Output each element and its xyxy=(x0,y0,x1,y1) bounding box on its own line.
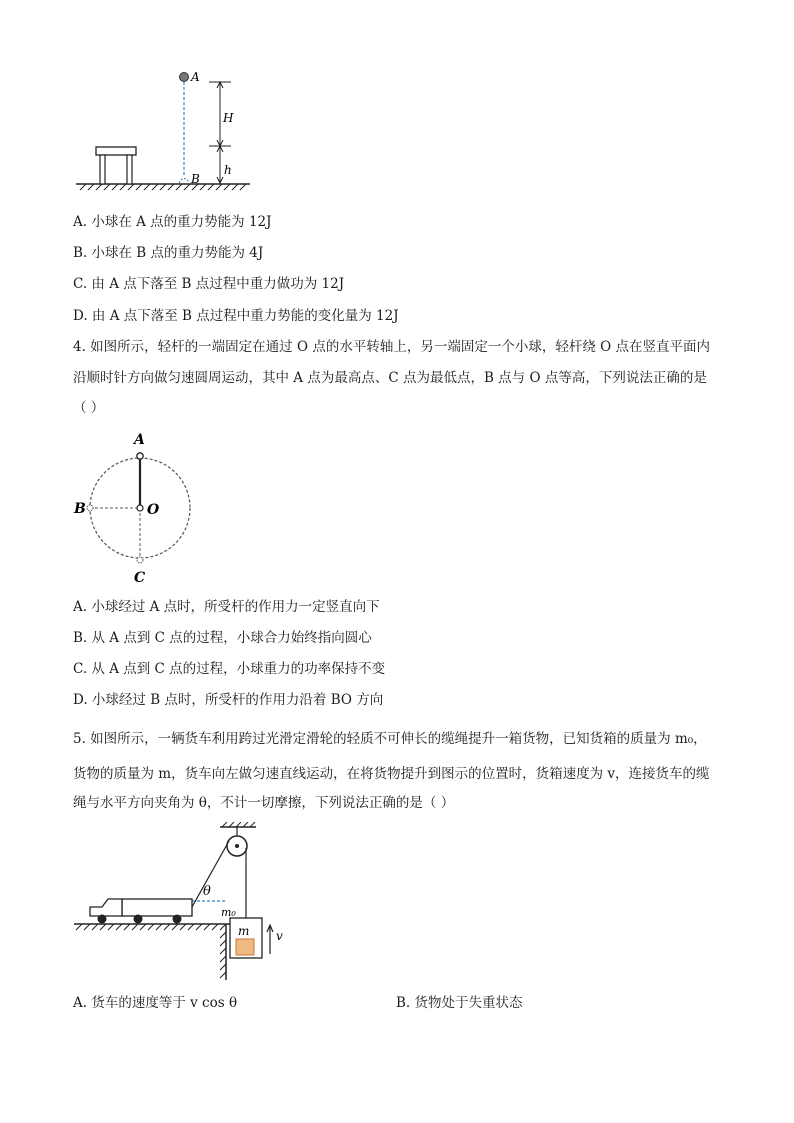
q4-stem-line2: 沿顺时针方向做匀速圆周运动，其中 A 点为最高点、C 点为最低点，B 点与 O 点等高，下列说法正确的是 xyxy=(73,370,707,386)
q5-stem-line2: 货物的质量为 m，货车向左做匀速直线运动，在将货物提升到图示的位置时，货箱速度为 v，连接货车的缆 xyxy=(73,766,710,782)
figure-circular-motion xyxy=(70,425,205,585)
q3-option-a: A. 小球在 A 点的重力势能为 12J xyxy=(73,214,272,230)
label-H: H xyxy=(223,111,234,125)
q3-option-d: D. 由 A 点下落至 B 点过程中重力势能的变化量为 12J xyxy=(73,308,399,324)
label-m: m xyxy=(238,924,250,938)
label-O: O xyxy=(147,502,160,518)
label-C: C xyxy=(134,570,146,585)
q4-option-a: A. 小球经过 A 点时，所受杆的作用力一定竖直向下 xyxy=(73,599,380,615)
label-h: h xyxy=(224,163,232,177)
q4-option-c: C. 从 A 点到 C 点的过程，小球重力的功率保持不变 xyxy=(73,661,386,677)
q4-option-b: B. 从 A 点到 C 点的过程，小球合力始终指向圆心 xyxy=(73,630,372,646)
label-theta: θ xyxy=(203,884,211,899)
label-A: A xyxy=(134,432,145,448)
figure-falling-ball xyxy=(70,66,260,196)
cargo-item xyxy=(236,939,254,955)
table-icon xyxy=(96,147,136,184)
q5-stem-line3: 绳与水平方向夹角为 θ，不计一切摩擦，下列说法正确的是（ ） xyxy=(73,795,455,811)
label-B: B xyxy=(74,501,86,517)
q5-option-a: A. 货车的速度等于 v cos θ xyxy=(73,995,238,1011)
q3-option-c: C. 由 A 点下落至 B 点过程中重力做功为 12J xyxy=(73,276,345,292)
q5-stem-line1: 5. 如图所示，一辆货车利用跨过光滑定滑轮的轻质不可伸长的缆绳提升一箱货物，已知货箱的质量为 m₀， xyxy=(73,731,707,747)
label-A: A xyxy=(191,70,200,84)
q5-option-b: B. 货物处于失重状态 xyxy=(396,995,523,1011)
q3-option-b: B. 小球在 B 点的重力势能为 4J xyxy=(73,245,264,261)
label-m0: m₀ xyxy=(221,906,236,919)
truck-icon xyxy=(90,899,192,924)
ball-icon xyxy=(180,73,189,82)
label-v: v xyxy=(276,929,283,943)
q4-option-d: D. 小球经过 B 点时，所受杆的作用力沿着 BO 方向 xyxy=(73,692,384,708)
q4-stem-line1: 4. 如图所示，轻杆的一端固定在通过 O 点的水平转轴上，另一端固定一个小球，轻杆绕 O 点在竖直平面内 xyxy=(73,339,710,355)
figure-truck-pulley xyxy=(70,822,300,982)
label-B: B xyxy=(191,172,200,186)
q4-stem-line3: （ ） xyxy=(73,400,105,416)
